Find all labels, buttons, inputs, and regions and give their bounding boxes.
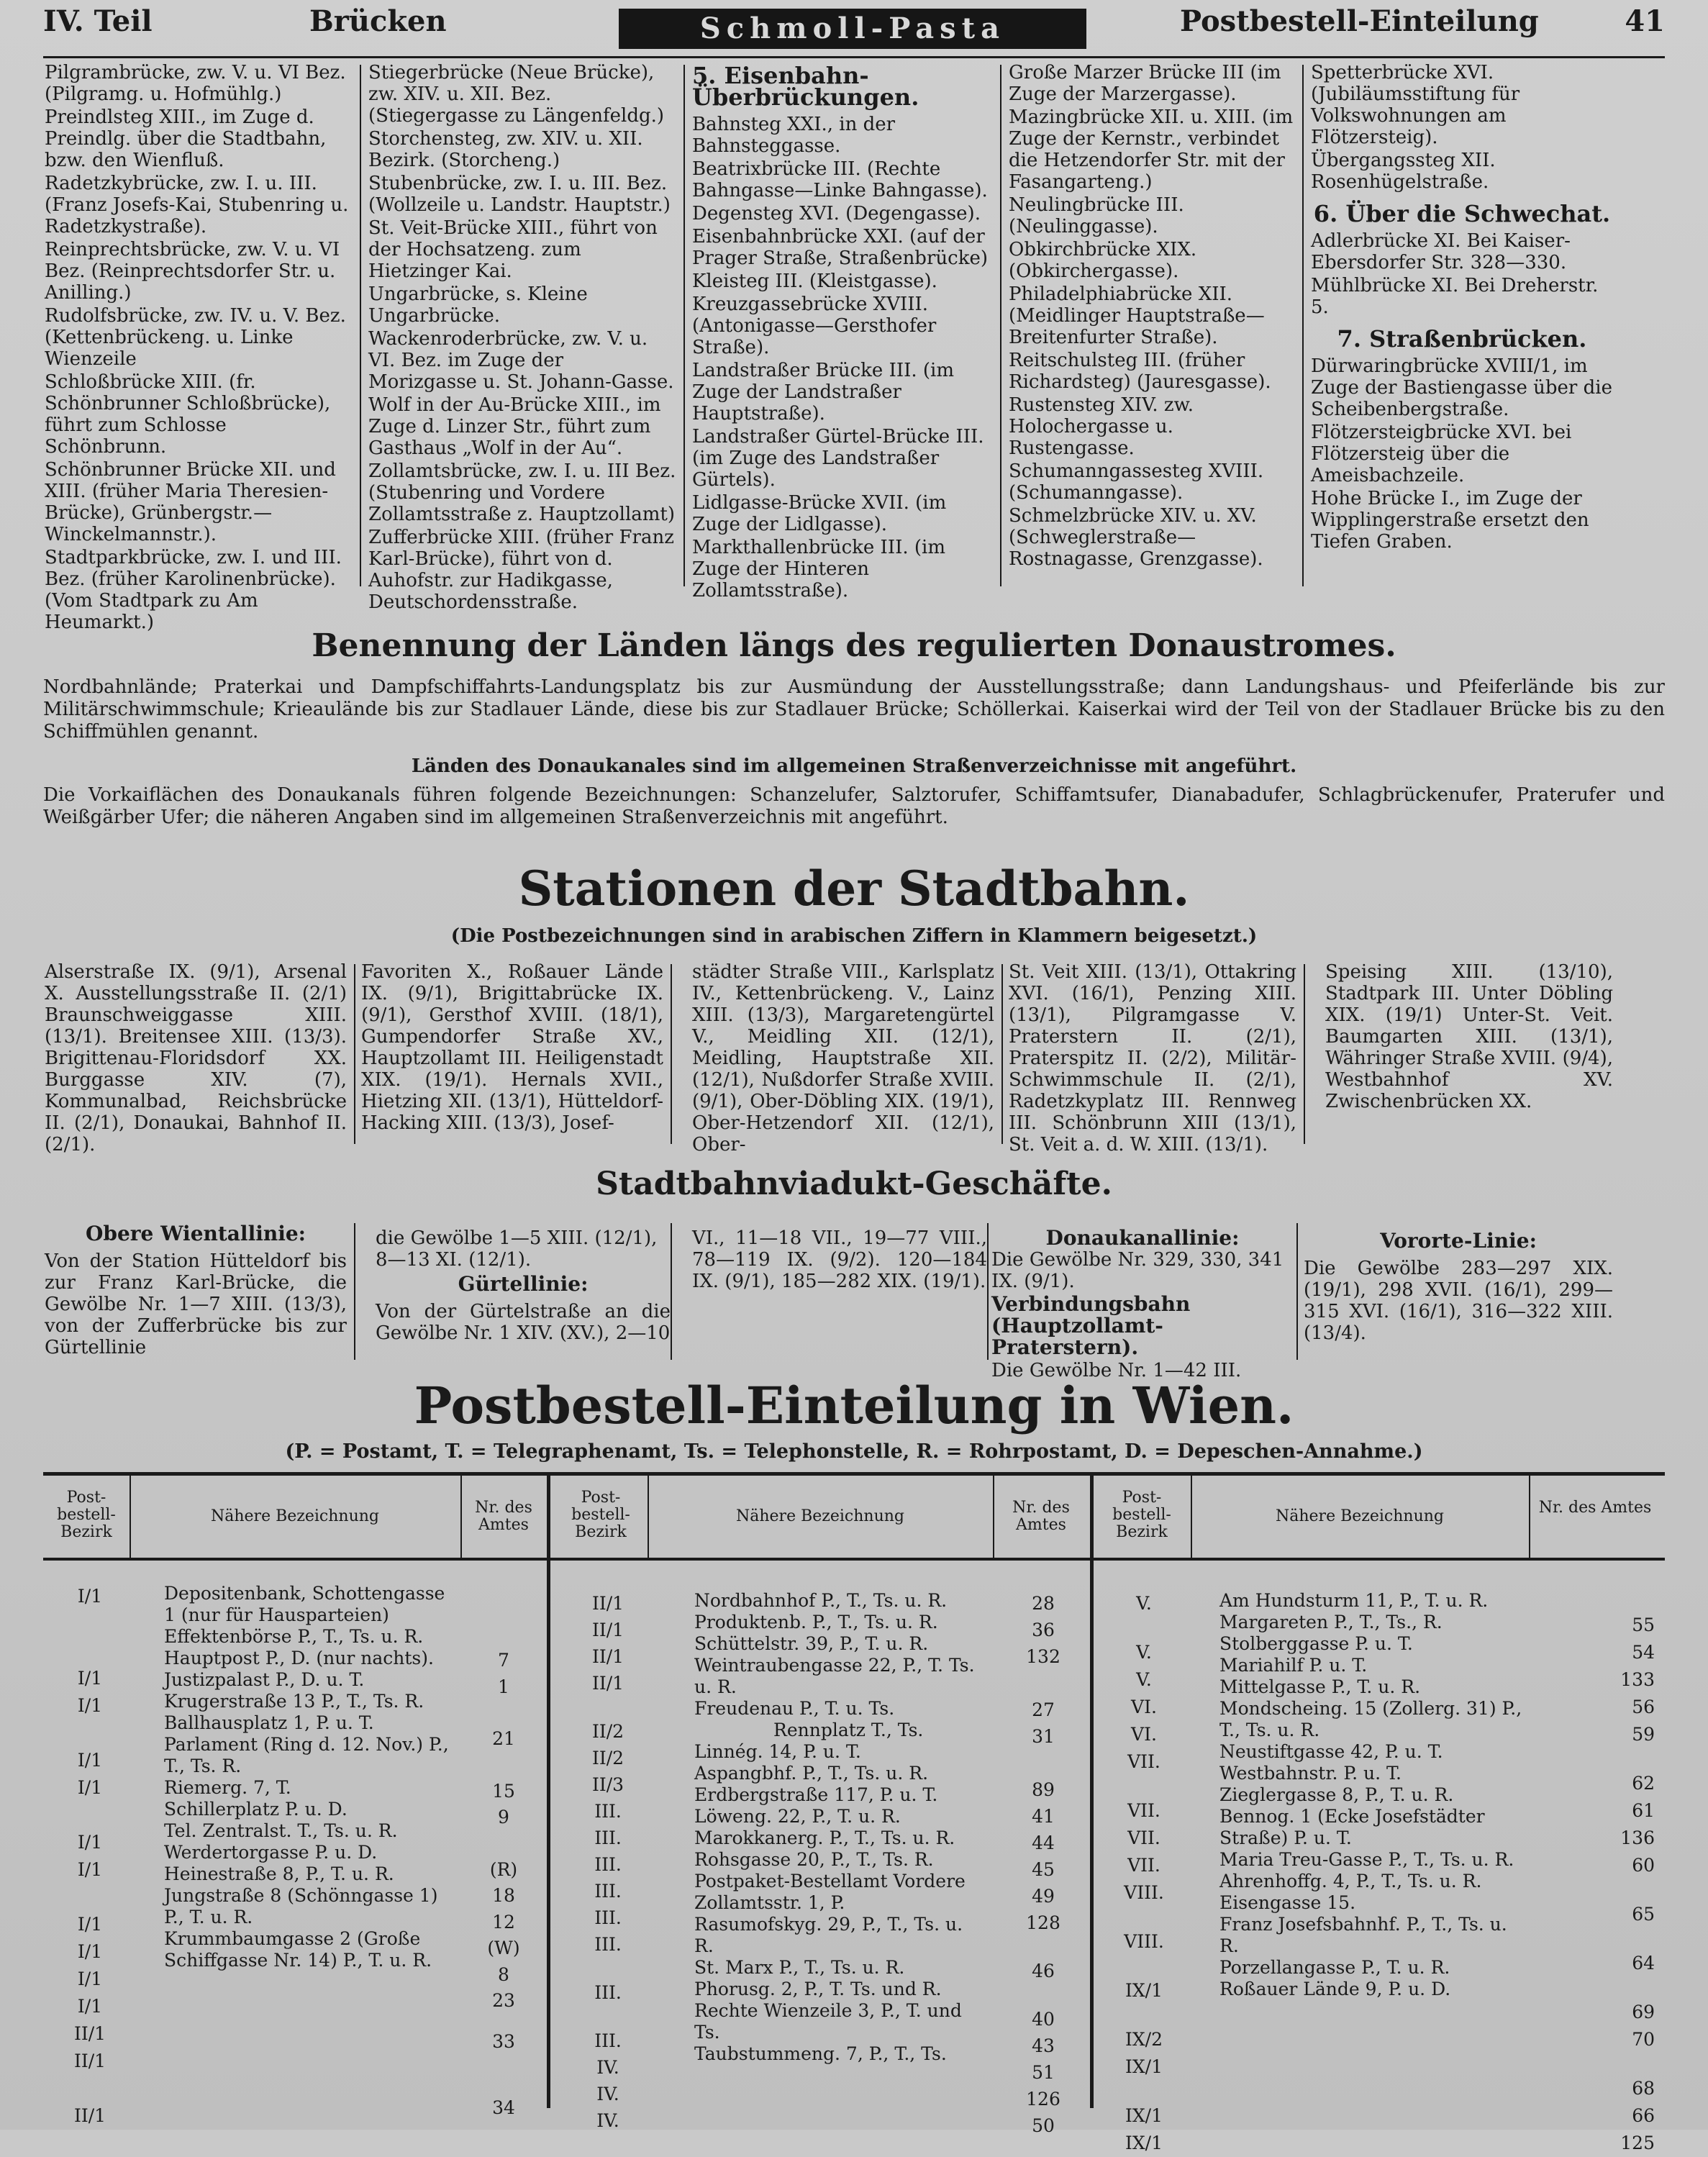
viadukt-text: VI., 11—18 VII., 19—77 VIII., 78—119 IX. (9/2). 120—184 IX. (9/1), 185—282 XIX. (19/1). [692, 1227, 987, 1292]
table-row: Rechte Wienzeile 3, P., T. und Ts. [694, 2000, 962, 2043]
table-row: Phorusg. 2, P., T. Ts. und R. [694, 1979, 942, 1999]
table-row: Linnég. 14, P. u. T. [694, 1741, 861, 1762]
table-row: 28 [1032, 1593, 1055, 1614]
viadukt-text: Die Gewölbe 283—297 XIX. (19/1), 298 XVII. (16/1), 299—315 XVI. (16/1), 316—322 XIII. (13/4). [1304, 1258, 1613, 1344]
table-row: 43 [1032, 2035, 1055, 2056]
table-row: 33 [492, 2030, 515, 2052]
column-header: Nr. des Amtes [475, 1499, 532, 1534]
stadtbahn-subtitle: (Die Postbezeichnungen sind in arabischen Ziffern in Klammern beigesetzt.) [450, 925, 1258, 947]
table-row: Rohsgasse 20, P., T., Ts. R. [694, 1849, 934, 1870]
table-row: 69 [1632, 2002, 1655, 2022]
list-item: Wolf in der Au-Brücke XIII., im Zuge d. Linzer Str., führt zum Gasthaus „Wolf in der Au“. [368, 394, 661, 459]
stadtbahn-title: Stationen der Stadtbahn. [518, 860, 1190, 917]
table-row: III. [594, 1801, 622, 1822]
table-row: I/1 [77, 1777, 103, 1798]
list-item: Landstraßer Gürtel-Brücke III. (im Zuge des Landstraßer Gürtels). [692, 426, 984, 491]
brand-banner: Schmoll-Pasta [619, 9, 1086, 49]
bridges-col-3 [692, 62, 994, 603]
table-row: 56 [1632, 1697, 1655, 1717]
table-row: Erdbergstraße 117, P. u. T. [694, 1784, 938, 1805]
column-divider [1302, 65, 1304, 586]
list-item: Flötzersteigbrücke XVI. bei Flötzersteig über die Ameisbachzeile. [1311, 422, 1572, 486]
table-row: Tel. Zentralst. T., Ts. u. R. [164, 1820, 398, 1841]
column-header: Nähere Bezeichnung [1276, 1507, 1444, 1525]
table-row: Schüttelstr. 39, P., T. u. R. [694, 1633, 929, 1654]
column-header: Nr. des Amtes [1538, 1499, 1652, 1517]
table-row: Marokkanerg. P., T., Ts. u. R. [694, 1827, 955, 1848]
table-row: Mariahilf P. u. T. [1219, 1655, 1368, 1676]
table-top-rule [43, 1472, 1665, 1476]
table-row: I/1 [77, 1586, 103, 1607]
laenden-title: Benennung der Länden längs des regulierten Donaustromes. [312, 627, 1396, 664]
list-item: Neulingbrücke III. (Neulinggasse). [1009, 194, 1184, 237]
stadtbahn-col-1: Alserstraße IX. (9/1), Arsenal X. Ausstellungsstraße II. (2/1) Braunschweiggasse XIII. (13/1). Breitensee XIII. (13/3). Brigittenau-Floridsdorf XX. Burggasse XIV. (7), Kommunalbad, Reichsbrücke II. (2/1), Donaukai, Bahnhof II. (2/1). [45, 961, 347, 1155]
table-divider [547, 1475, 550, 2108]
column-header: Nähere Bezeichnung [736, 1507, 904, 1525]
table-row: 125 [1620, 2133, 1655, 2153]
table-row: Franz Josefsbahnhf. P., T., Ts. u. R. [1219, 1914, 1507, 1956]
column-divider [354, 1223, 355, 1360]
table-row: Roßauer Lände 9, P. u. D. [1219, 1979, 1451, 1999]
table-row: VII. [1127, 1800, 1160, 1821]
table-row: 45 [1032, 1859, 1055, 1880]
table-row: Taubstummeng. 7, P., T., Ts. [694, 2043, 947, 2064]
laenden-paragraph: Die Vorkaiflächen des Donaukanals führen folgende Bezeichnungen: Schanzelufer, Salztorufer, Schiffamtsufer, Dianabadufer, Schlagbrückenufer, Praterufer und Weißgärber Ufer; die näheren Angaben sind im allgemeinen Straßenverzeichnis mit angeführt. [43, 784, 1665, 828]
table-row: Depositenbank, Schottengasse 1 (nur für Hausparteien) [164, 1583, 445, 1625]
table-row: 15 [492, 1780, 515, 1802]
table-row: VIII. [1124, 1882, 1164, 1903]
table-row: Maria Treu-Gasse P., T., Ts. u. R. [1219, 1849, 1514, 1870]
table-row: 89 [1032, 1779, 1055, 1800]
table-row: 62 [1632, 1773, 1655, 1794]
table-row: V. [1136, 1593, 1152, 1614]
table-row: 66 [1632, 2105, 1655, 2126]
list-item: Schmelzbrücke XIV. u. XV. (Schweglerstraße—Rostnagasse, Grenzgasse). [1009, 505, 1263, 570]
table-row: III. [594, 1827, 622, 1848]
table-row: IX/2 [1125, 2029, 1163, 2050]
table-row: I/1 [77, 1668, 103, 1689]
table-row: Rennplatz T., Ts. [773, 1720, 924, 1740]
table-row: Hauptpost P., D. (nur nachts). [164, 1648, 434, 1668]
table-row: III. [594, 1907, 622, 1928]
table-row: II/3 [591, 1774, 624, 1795]
table-bezirk-col-1 [58, 1583, 122, 2130]
table-row: I/1 [77, 1996, 103, 2017]
table-row: (W) [487, 1938, 520, 1958]
page-header [43, 4, 1665, 56]
table-row: 8 [498, 1963, 509, 1985]
table-row: IV. [596, 2110, 619, 2131]
table-row: Zieglergasse 8, P., T. u. R. [1219, 1784, 1454, 1805]
table-amt-col-3 [1536, 1612, 1655, 2157]
viadukt-col-3 [692, 1227, 987, 1294]
viadukt-text: Von der Station Hütteldorf bis zur Franz Karl-Brücke, die Gewölbe Nr. 1—7 XIII. (13/3), von der Zufferbrücke bis zur Gürtellinie [45, 1250, 347, 1358]
table-row: III. [594, 2030, 622, 2051]
table-row: II/1 [73, 2023, 106, 2044]
table-row: 27 [1032, 1699, 1055, 1720]
table-row: Porzellangasse P., T. u. R. [1219, 1957, 1450, 1978]
column-divider [671, 1223, 672, 1360]
table-row: I/1 [77, 1750, 103, 1771]
column-divider [671, 964, 672, 1144]
right-title: Postbestell-Einteilung [1180, 4, 1539, 38]
viadukt-text: Die Gewölbe Nr. 329, 330, 341 IX. (9/1). [991, 1249, 1284, 1292]
table-row: I/1 [77, 1695, 103, 1716]
table-row: 59 [1632, 1724, 1655, 1745]
column-header: Nr. des Amtes [1012, 1499, 1070, 1534]
table-row: VI. [1131, 1724, 1157, 1745]
section-heading: 5. Eisenbahn-Überbrückungen. [692, 62, 919, 111]
section-heading: 7. Straßenbrücken. [1337, 325, 1587, 353]
table-row: (R) [489, 1858, 518, 1880]
table-row: Krummbaumgasse 2 (Große Schiffgasse Nr. 14) P., T. u. R. [164, 1928, 432, 1971]
table-row: Schillerplatz P. u. D. [164, 1799, 347, 1820]
column-header: Post-bestell-Bezirk [1112, 1489, 1171, 1541]
viadukt-col-2 [376, 1227, 671, 1345]
list-item: Storchensteg, zw. XIV. u. XII. Bezirk. (Storcheng.) [368, 128, 643, 171]
table-row: Effektenbörse P., T., Ts. u. R. [164, 1626, 424, 1647]
column-divider [354, 964, 355, 1144]
table-row: 9 [498, 1807, 509, 1827]
table-row: I/1 [77, 1914, 103, 1935]
list-item: Beatrixbrücke III. (Rechte Bahngasse—Linke Bahngasse). [692, 158, 988, 201]
table-row: Margareten P., T., Ts., R. [1219, 1612, 1443, 1632]
section-heading: Obere Wientallinie: [86, 1222, 306, 1245]
list-item: Landstraßer Brücke III. (im Zuge der Landstraßer Hauptstraße). [692, 360, 955, 424]
table-row: Westbahnstr. P. u. T. [1219, 1763, 1402, 1784]
list-item: Rudolfsbrücke, zw. IV. u. V. Bez. (Kettenbrückeng. u. Linke Wienzeile [45, 305, 346, 370]
section-heading: Gürtellinie: [458, 1272, 589, 1296]
stadtbahn-col-5: Speising XIII. (13/10), Stadtpark III. Unter Döbling XIX. (19/1) Unter-St. Veit. Baumgarten XIII. (13/1), Währinger Straße XVIII. (9/4), Westbahnhof XV. Zwischenbrücken XX. [1325, 961, 1613, 1112]
table-row: Löweng. 22, P., T. u. R. [694, 1806, 901, 1827]
table-desc-col-1 [164, 1583, 452, 1971]
table-row: IV. [596, 2084, 619, 2104]
section-label: Brücken [309, 4, 447, 38]
table-row: III. [594, 1881, 622, 1902]
list-item: Radetzkybrücke, zw. I. u. III. (Franz Josefs-Kai, Stubenring u. Radetzkystraße). [45, 173, 349, 237]
table-row: 50 [1032, 2115, 1055, 2136]
list-item: Hohe Brücke I., im Zuge der Wipplingerstraße ersetzt den Tiefen Graben. [1311, 488, 1589, 553]
list-item: Rustensteg XIV. zw. Holochergasse u. Rustengasse. [1009, 394, 1194, 459]
list-item: Kreuzgassebrücke XVIII. (Antonigasse—Gersthofer Straße). [692, 294, 937, 358]
stadtbahn-col-3: städter Straße VIII., Karlsplatz IV., Kettenbrückeng. V., Lainz XIII. (13/3), Margaretengürtel V., Meidling XII. (12/1), Meidling, Hauptstraße XII. (12/1), Nußdorfer Straße XVIII. (9/1), Ober-Döbling XIX. (19/1), Ober-Hetzendorf XII. (12/1), Ober- [692, 961, 994, 1155]
section-heading: Donaukanallinie: [1045, 1226, 1240, 1250]
table-row: 7 [498, 1650, 509, 1671]
table-row: 23 [492, 1990, 515, 2011]
list-item: Übergangssteg XII. Rosenhügelstraße. [1311, 150, 1496, 193]
list-item: Schumanngassesteg XVIII. (Schumanngasse). [1009, 460, 1264, 504]
table-row: II/2 [591, 1748, 624, 1768]
list-item: Degensteg XVI. (Degengasse). [692, 203, 981, 224]
table-row: II/1 [73, 2051, 106, 2071]
table-row: 41 [1032, 1806, 1055, 1827]
table-row: 12 [492, 1911, 515, 1933]
table-row: Nordbahnhof P., T., Ts. u. R. [694, 1590, 948, 1611]
list-item: Lidlgasse-Brücke XVII. (im Zuge der Lidlgasse). [692, 492, 947, 535]
table-row: II/2 [591, 1721, 624, 1742]
table-row: Neustiftgasse 42, P. u. T. [1219, 1741, 1443, 1762]
column-header: Post-bestell-Bezirk [571, 1489, 630, 1541]
stadtbahn-col-4: St. Veit XIII. (13/1), Ottakring XVI. (16/1), Penzing XIII. (13/1), Pilgramgasse V. Praterstern II. (2/1), Praterspitz II. (2/2), Militär-Schwimmschule II. (2/1), Radetzkyplatz III. Rennweg III. Schönbrunn XIII (13/1), St. Veit a. d. W. XIII. (13/1). [1009, 961, 1296, 1155]
table-row: IX/1 [1125, 2105, 1163, 2126]
list-item: Wackenroderbrücke, zw. V. u. VI. Bez. im Zuge der Morizgasse u. St. Johann-Gasse. [368, 328, 674, 393]
table-row: Stolberggasse P. u. T. [1219, 1633, 1413, 1654]
column-divider [1296, 1223, 1298, 1360]
table-row: III. [594, 1982, 622, 2003]
table-row: 126 [1026, 2089, 1060, 2110]
bridges-col-4 [1009, 62, 1296, 571]
table-row: 60 [1632, 1855, 1655, 1876]
table-row: Am Hundsturm 11, P., T. u. R. [1219, 1590, 1489, 1611]
table-row: 136 [1620, 1827, 1655, 1848]
table-row: 133 [1620, 1669, 1655, 1690]
table-row: I/1 [77, 1941, 103, 1962]
list-item: Stadtparkbrücke, zw. I. und III. Bez. (früher Karolinenbrücke). (Vom Stadtpark zu Am Heumarkt.) [45, 547, 342, 633]
table-row: 49 [1032, 1886, 1055, 1907]
table-row: 1 [498, 1676, 509, 1697]
table-row: Heinestraße 8, P., T. u. R. [164, 1863, 394, 1884]
column-header: Post-bestell-Bezirk [57, 1489, 116, 1541]
laenden-paragraph: Länden des Donaukanales sind im allgemeinen Straßenverzeichnisse mit angeführt. [411, 755, 1297, 777]
column-divider [1001, 964, 1003, 1144]
list-item: Adlerbrücke XI. Bei Kaiser-Ebersdorfer Str. 328—330. [1311, 230, 1571, 273]
table-row: 36 [1032, 1620, 1055, 1640]
table-row: Justizpalast P., D. u. T. [164, 1669, 365, 1690]
table-row: II/1 [591, 1593, 624, 1614]
table-row: Parlament (Ring d. 12. Nov.) P., T., Ts. R. [164, 1734, 449, 1776]
table-bezirk-col-3 [1101, 1590, 1187, 2157]
table-row: Ahrenhoffg. 4, P., T., Ts. u. R. [1219, 1871, 1482, 1892]
table-row: Bennog. 1 (Ecke Josefstädter Straße) P. u. T. [1219, 1806, 1485, 1848]
table-row: 55 [1632, 1615, 1655, 1635]
bridges-col-2 [368, 62, 678, 614]
list-item: Zufferbrücke XIII. (früher Franz Karl-Brücke), führt von d. Auhofstr. zur Hadikgasse, Deutschordensstraße. [368, 527, 674, 613]
viadukt-col-5 [1304, 1227, 1613, 1345]
page-number: 41 [1625, 4, 1665, 38]
list-item: Reinprechtsbrücke, zw. V. u. VI Bez. (Reinprechtsdorfer Str. u. Anilling.) [45, 239, 340, 304]
table-row: Eisengasse 15. [1219, 1892, 1356, 1913]
stadtbahn-col-2: Favoriten X., Roßauer Lände IX. (9/1), Brigittabrücke IX. (9/1), Gersthof XVIII. (18/1), Gumpendorfer Straße XV., Hauptzollamt III. Heiligenstadt XIX. (19/1). Hernals XVII., Hietzing XII. (13/1), Hütteldorf-Hacking XIII. (13/3), Josef- [361, 961, 663, 1134]
table-row: Aspangbhf. P., T., Ts. u. R. [694, 1763, 929, 1784]
table-row: Weintraubengasse 22, P., T. Ts. u. R. [694, 1655, 975, 1697]
table-row: 46 [1032, 1961, 1055, 1981]
viadukt-col-4 [991, 1227, 1294, 1383]
viadukt-text: die Gewölbe 1—5 XIII. (12/1), 8—13 XI. (12/1). [376, 1227, 658, 1271]
table-row: III. [594, 1934, 622, 1955]
column-divider [1000, 65, 1001, 586]
list-item: Spetterbrücke XVI. (Jubiläumsstiftung für Volkswohnungen am Flötzersteig). [1311, 62, 1520, 148]
column-divider [987, 1223, 989, 1360]
table-desc-col-3 [1219, 1590, 1529, 2000]
table-row: Freudenau P., T. u. Ts. [694, 1698, 895, 1719]
header-rule [43, 56, 1665, 58]
table-row: 21 [492, 1728, 515, 1749]
list-item: Stiegerbrücke (Neue Brücke), zw. XIV. u. XII. Bez. (Stiegergasse zu Längenfeldg.) [368, 62, 665, 127]
table-row: Riemerg. 7, T. [164, 1777, 291, 1798]
postbestell-legend: (P. = Postamt, T. = Telegraphenamt, Ts. = Telephonstelle, R. = Rohrpostamt, D. = Depeschen-Annahme.) [285, 1440, 1423, 1463]
bridges-col-1 [45, 62, 354, 635]
table-row: Werdertorgasse P. u. D. [164, 1842, 378, 1863]
table-row: VII. [1127, 1855, 1160, 1876]
table-row: Postpaket-Bestellamt Vordere Zollamtsstr. 1, P. [694, 1871, 966, 1913]
list-item: Dürwaringbrücke XVIII/1, im Zuge der Bastiengasse über die Scheibenbergstraße. [1311, 355, 1612, 420]
viadukt-title: Stadtbahnviadukt-Geschäfte. [596, 1166, 1112, 1202]
list-item: Zollamtsbrücke, zw. I. u. III Bez. (Stubenring und Vordere Zollamtsstraße z. Hauptzollamt) [368, 460, 676, 525]
table-row: V. [1136, 1669, 1152, 1690]
list-item: Schloßbrücke XIII. (fr. Schönbrunner Schloßbrücke), führt zum Schlosse Schönbrunn. [45, 371, 331, 458]
list-item: Mazingbrücke XII. u. XIII. (im Zuge der Kernstr., verbindet die Hetzendorfer Str. mit der Fasangarteng.) [1009, 106, 1294, 193]
table-divider [1090, 1475, 1094, 2108]
table-row: VII. [1127, 1751, 1160, 1772]
table-row: 34 [492, 2097, 515, 2118]
table-row: Produktenb. P., T., Ts. u. R. [694, 1612, 938, 1632]
list-item: Pilgrambrücke, zw. V. u. VI Bez. (Pilgramg. u. Hofmühlg.) [45, 62, 346, 105]
table-row: Rasumofskyg. 29, P., T., Ts. u. R. [694, 1914, 963, 1956]
column-divider [1304, 964, 1305, 1144]
list-item: Bahnsteg XXI., in der Bahnsteggasse. [692, 114, 896, 157]
table-row: 132 [1026, 1646, 1060, 1667]
viadukt-col-1 [45, 1220, 347, 1360]
list-item: Markthallenbrücke III. (im Zuge der Hinteren Zollamtsstraße). [692, 537, 946, 601]
table-row: 54 [1632, 1642, 1655, 1663]
list-item: Obkirchbrücke XIX. (Obkirchergasse). [1009, 239, 1197, 282]
section-heading: 6. Über die Schwechat. [1313, 200, 1611, 227]
table-header-rule [43, 1558, 1665, 1561]
table-row: 51 [1032, 2062, 1055, 2083]
table-row: VII. [1127, 1827, 1160, 1848]
table-row: Ballhausplatz 1, P. u. T. [164, 1712, 374, 1733]
section-heading: Vororte-Linie: [1380, 1229, 1537, 1253]
table-row: 18 [492, 1885, 515, 1906]
list-item: Philadelphiabrücke XII. (Meidlinger Hauptstraße—Breitenfurter Straße). [1009, 283, 1265, 348]
table-row: I/1 [77, 1859, 103, 1880]
table-row: IX/1 [1125, 2133, 1163, 2153]
table-row: II/1 [591, 1620, 624, 1640]
table-row: 44 [1032, 1833, 1055, 1853]
column-header: Nähere Bezeichnung [211, 1507, 379, 1525]
viadukt-text: Von der Gürtelstraße an die Gewölbe Nr. 1 XIV. (XV.), 2—10 [376, 1301, 671, 1344]
table-row: VI. [1131, 1697, 1157, 1717]
table-row: Mondscheing. 15 (Zollerg. 31) P., T., Ts. u. R. [1219, 1698, 1522, 1740]
table-row: 128 [1026, 1912, 1060, 1933]
table-row: Mittelgasse P., T. u. R. [1219, 1676, 1421, 1697]
table-row: II/1 [591, 1673, 624, 1694]
table-row: Krugerstraße 13 P., T., Ts. R. [164, 1691, 424, 1712]
table-row: IX/1 [1125, 2056, 1163, 2077]
list-item: Schönbrunner Brücke XII. und XIII. (früher Maria Theresien-Brücke), Grünbergstr.—Winckelmannstr.). [45, 459, 336, 545]
postbestell-title: Postbestell-Einteilung in Wien. [414, 1376, 1294, 1435]
list-item: Preindlsteg XIII., im Zuge d. Preindlg. über die Stadtbahn, bzw. den Wienfluß. [45, 106, 327, 171]
list-item: Reitschulsteg III. (früher Richardsteg) (Jauresgasse). [1009, 350, 1271, 393]
list-item: Stubenbrücke, zw. I. u. III. Bez. (Wollzeile u. Landstr. Hauptstr.) [368, 173, 671, 216]
table-bezirk-col-2 [568, 1583, 648, 2134]
table-row: 64 [1632, 1953, 1655, 1974]
list-item: Ungarbrücke, s. Kleine Ungarbrücke. [368, 283, 588, 327]
table-row: St. Marx P., T., Ts. u. R. [694, 1957, 905, 1978]
table-row: 65 [1632, 1904, 1655, 1925]
list-item: Große Marzer Brücke III (im Zuge der Marzergasse). [1009, 62, 1281, 105]
table-amt-col-2 [1000, 1590, 1086, 2139]
table-row: III. [594, 1854, 622, 1875]
list-item: Eisenbahnbrücke XXI. (auf der Prager Straße, Straßenbrücke) [692, 226, 988, 269]
table-row: 31 [1032, 1726, 1055, 1747]
list-item: Kleisteg III. (Kleistgasse). [692, 271, 937, 292]
list-item: Mühlbrücke XI. Bei Dreherstr. 5. [1311, 275, 1599, 318]
table-row: 68 [1632, 2078, 1655, 2099]
table-row: 70 [1632, 2029, 1655, 2050]
table-row: IV. [596, 2057, 619, 2078]
table-row: 61 [1632, 1800, 1655, 1821]
table-amt-col-1 [468, 1648, 540, 2122]
table-row: I/1 [77, 1832, 103, 1853]
part-label: IV. Teil [43, 4, 153, 38]
laenden-paragraph: Nordbahnlände; Praterkai und Dampfschiffahrts-Landungsplatz bis zur Ausmündung der Ausstellungsstraße; dann Landungshaus- und Pfeiferlände bis zur Militärschwimmschule; Krieaulände bis zur Stadlauer Lände, diese bis zur Stadlauer Brücke; Schöllerkai. Kaiserkai wird der Teil von der Stadlauer Brücke bis zu den Schiffmühlen genannt. [43, 676, 1665, 743]
column-divider [360, 65, 361, 586]
column-divider [683, 65, 685, 586]
section-heading: Verbindungsbahn (Hauptzollamt-Praterstern). [991, 1292, 1191, 1359]
list-item: St. Veit-Brücke XIII., führt von der Hochsatzeng. zum Hietzinger Kai. [368, 217, 658, 282]
table-row: Jungstraße 8 (Schönngasse 1) P., T. u. R. [164, 1885, 438, 1927]
table-row: V. [1136, 1642, 1152, 1663]
bridges-col-5 [1311, 62, 1613, 554]
table-row: II/1 [73, 2105, 106, 2126]
table-row: II/1 [591, 1646, 624, 1667]
table-row: IX/1 [1125, 1980, 1163, 2001]
table-row: 40 [1032, 2009, 1055, 2030]
table-desc-col-2 [694, 1590, 986, 2065]
viadukt-text: Die Gewölbe Nr. 1—42 III. [991, 1360, 1242, 1381]
table-row: VIII. [1124, 1931, 1164, 1952]
table-row: I/1 [77, 1968, 103, 1989]
